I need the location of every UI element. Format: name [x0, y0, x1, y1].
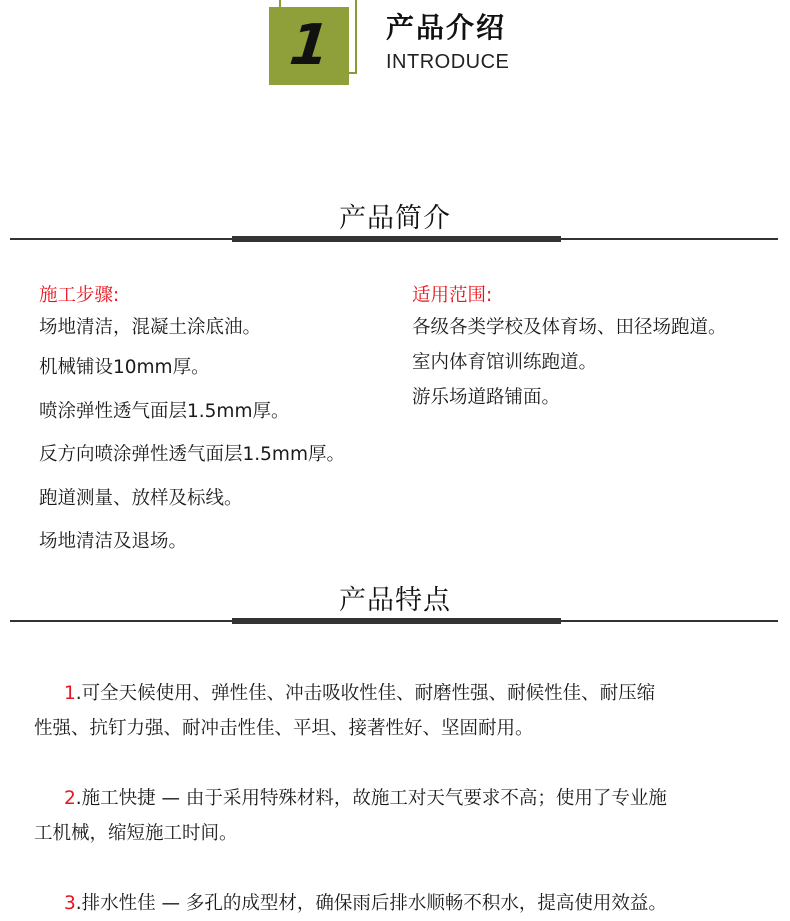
- feature-text: .施工快捷 — 由于采用特殊材料，故施工对天气要求不高；使用了专业施: [75, 788, 667, 809]
- applicable-scope: [412, 282, 727, 415]
- feature-text: .可全天候使用、弹性佳、冲击吸收性佳、耐磨性强、耐候性佳、耐压缩: [75, 683, 656, 704]
- step-item: 反方向喷涂弹性透气面层1.5mm厚。: [39, 444, 345, 465]
- step-item: 跑道测量、放样及标线。: [39, 487, 243, 509]
- scope-item: 各级各类学校及体育场、田径场跑道。: [412, 317, 727, 338]
- applicable-scope-title: 适用范围:: [412, 285, 493, 306]
- construction-steps-title: 施工步骤:: [39, 285, 120, 306]
- feature-item-3: [34, 886, 754, 921]
- construction-steps: [39, 282, 345, 564]
- header-title-cn: 产品介绍: [386, 11, 507, 44]
- header-title-en: INTRODUCE: [386, 51, 510, 73]
- feature-number: 2: [64, 788, 76, 809]
- feature-number: 1: [64, 683, 76, 704]
- feature-item-1: [34, 676, 754, 746]
- header-number: 1: [286, 13, 332, 78]
- feature-text: 工机械，缩短施工时间。: [34, 823, 238, 844]
- feature-item-2: [34, 781, 754, 851]
- step-item: 喷涂弹性透气面层1.5mm厚。: [39, 400, 290, 422]
- feature-number: 3: [64, 893, 76, 914]
- scope-item: 游乐场道路铺面。: [412, 387, 561, 408]
- step-item: 场地清洁，混凝土涂底油。: [39, 317, 262, 338]
- scope-item: 室内体育馆训练跑道。: [412, 352, 598, 373]
- features-divider-thick: [232, 618, 561, 624]
- features-section-title: 产品特点: [339, 585, 451, 616]
- intro-section-title: 产品简介: [339, 203, 451, 234]
- step-item: 场地清洁及退场。: [39, 531, 188, 552]
- step-item: 机械铺设10mm厚。: [39, 357, 210, 378]
- intro-divider-thick: [232, 236, 561, 242]
- header-number-badge: [269, 7, 349, 85]
- feature-text: .排水性佳 — 多孔的成型材，确保雨后排水顺畅不积水，提高使用效益。: [75, 893, 667, 914]
- feature-text: 性强、抗钉力强、耐冲击性佳、平坦、接著性好、坚固耐用。: [34, 718, 534, 739]
